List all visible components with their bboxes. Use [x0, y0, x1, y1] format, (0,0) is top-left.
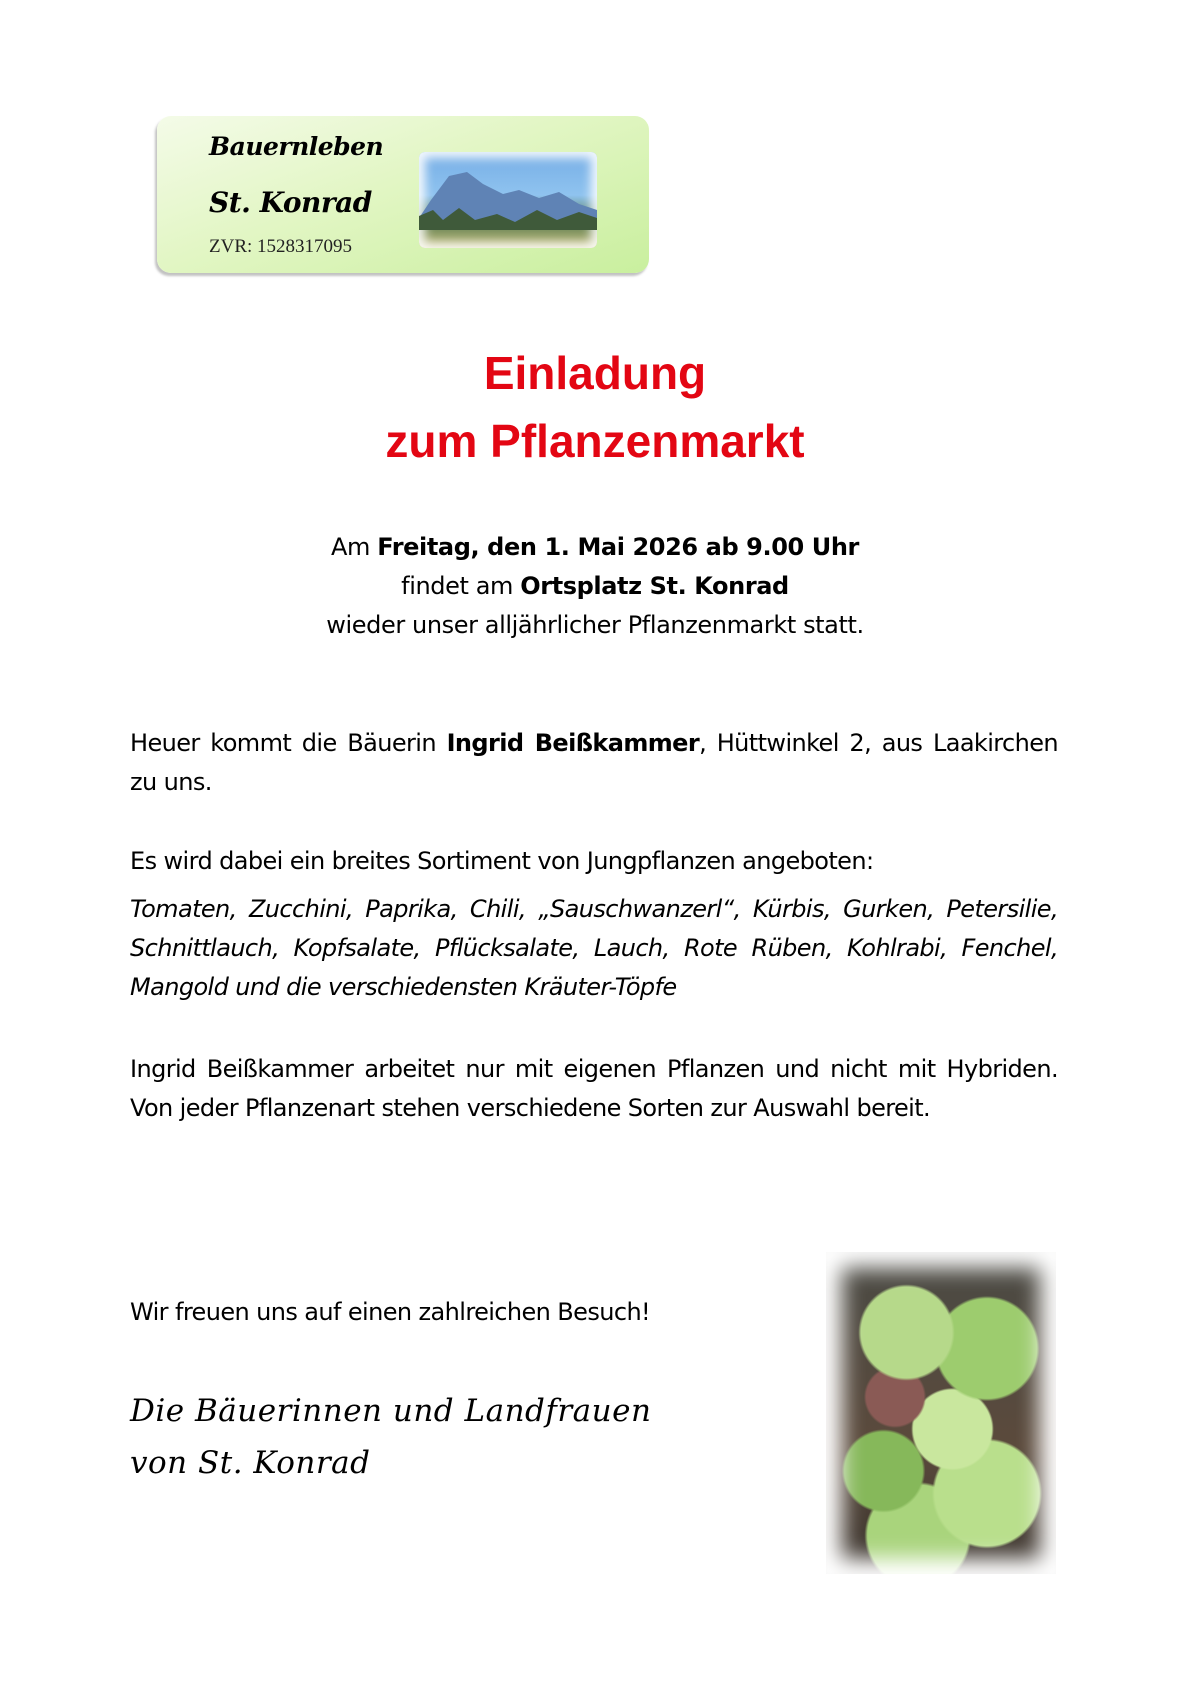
logo-name-line1: Bauernleben: [209, 132, 384, 161]
vendor-address-text: , Hüttwinkel 2, aus Laakirchen zu uns.: [130, 729, 1059, 796]
title-line1: Einladung: [483, 347, 707, 399]
signature-line2: von St. Konrad: [130, 1445, 371, 1481]
event-description-line: wieder unser alljährlicher Pflanzenmarkt statt.: [326, 611, 864, 639]
vendor-intro-text: Heuer kommt die Bäuerin: [130, 729, 447, 757]
event-date-line: [0, 533, 1190, 561]
event-location-line: [0, 572, 1190, 600]
assortment-intro: Es wird dabei ein breites Sortiment von Jungpflanzen angeboten:: [130, 847, 874, 875]
vendor-paragraph: [130, 724, 1058, 802]
mountain-photo-icon: [419, 152, 597, 248]
event-date: Freitag, den 1. Mai 2026 ab 9.00 Uhr: [377, 533, 859, 561]
vendor-info-paragraph: Ingrid Beißkammer arbeitet nur mit eigenen Pflanzen und nicht mit Hybriden. Von jeder Pflanzenart stehen verschiedene Sorten zur Auswahl bereit.: [130, 1055, 1058, 1122]
location-prefix: findet am: [401, 572, 521, 600]
logo-zvr-number: ZVR: 1528317095: [209, 236, 353, 257]
mountain-silhouette-icon: [419, 170, 597, 230]
closing-line: Wir freuen uns auf einen zahlreichen Besuch!: [130, 1298, 651, 1326]
date-prefix: Am: [331, 533, 378, 561]
vendor-name: Ingrid Beißkammer: [446, 729, 700, 757]
plant-list: Tomaten, Zucchini, Paprika, Chili, „Sauschwanzerl“, Kürbis, Gurken, Petersilie, Schnittlauch, Kopfsalate, Pflücksalate, Lauch, Rote Rüben, Kohlrabi, Fenchel, Mangold und die verschiedensten Kräuter-Töpfe: [130, 895, 1058, 1001]
lettuce-photo-icon: [826, 1252, 1056, 1574]
organization-logo: [157, 116, 649, 273]
signature: [130, 1385, 651, 1489]
title-line2: zum Pflanzenmarkt: [385, 415, 805, 467]
logo-name-line2: St. Konrad: [209, 186, 372, 219]
signature-line1: Die Bäuerinnen und Landfrauen: [130, 1393, 652, 1429]
event-location: Ortsplatz St. Konrad: [520, 572, 789, 600]
